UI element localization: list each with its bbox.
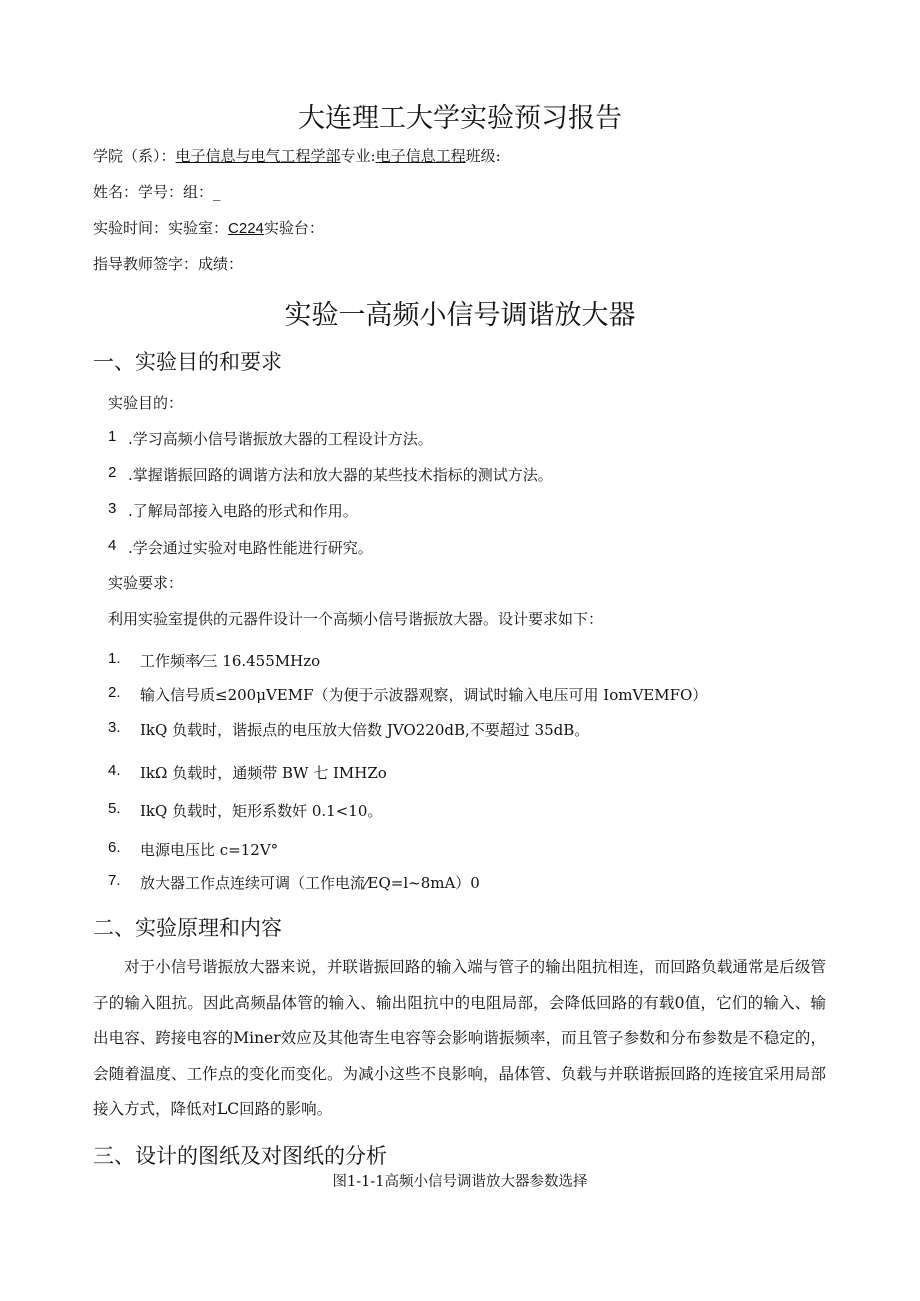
requirement-num: 2. (108, 684, 121, 701)
requirement-item (108, 650, 320, 671)
major-value: 电子信息工程 (375, 147, 466, 165)
info-line-name: 姓名：学号：组：_ (93, 183, 221, 201)
requirement-item (108, 762, 387, 783)
requirement-text: IkΩ 负载时，通频带 BW 七 IMHZo (140, 764, 387, 782)
purpose-label: 实验目的： (108, 394, 184, 412)
section3-heading: 三、设计的图纸及对图纸的分析 (93, 1144, 387, 1168)
purpose-num: 1 (108, 428, 117, 445)
requirement-item (108, 839, 278, 860)
requirement-text: 工作频率⁄三 16.455MHzo (140, 652, 321, 670)
purpose-text: .学会通过实验对电路性能进行研究。 (128, 539, 373, 557)
requirement-num: 7. (108, 872, 121, 889)
purpose-num: 2 (108, 464, 117, 481)
purpose-text: .了解局部接入电路的形式和作用。 (128, 502, 358, 520)
requirement-text: IkQ 负载时，矩形系数奸 0.1<10。 (140, 802, 383, 820)
college-label: 学院（系）： (93, 147, 176, 165)
section1-heading: 一、实验目的和要求 (93, 350, 282, 374)
requirement-num: 1. (108, 650, 121, 667)
requirement-intro: 利用实验室提供的元器件设计一个高频小信号谐振放大器。设计要求如下： (108, 610, 604, 628)
college-value: 电子信息与电气工程学部 (175, 147, 341, 165)
class-label: 班级: (465, 147, 501, 165)
requirement-text: 电源电压比 c=12V° (140, 841, 279, 859)
requirement-item (108, 684, 707, 705)
purpose-num: 3 (108, 500, 117, 517)
report-title: 大连理工大学实验预习报告 (298, 103, 622, 134)
purpose-item (108, 537, 373, 558)
principle-paragraph: 对于小信号谐振放大器来说，并联谐振回路的输入端与管子的输出阻抗相连，而回路负载通常是后级管子的输入阻抗。因此高频晶体管的输入、输出阻抗中的电阻局部，会降低回路的有载0值，它们的输入、输出电容、跨接电容的Miner效应及其他寄生电容等会影响谐振频率，而且管子参数和分布参数是不稳定的，会随着温度、工作点的变化而变化。为减小这些不良影响，晶体管、负载与并联谐振回路的连接宜采用局部接入方式，降低对LC回路的影响。 (93, 958, 826, 1118)
info-line-teacher: 指导教师签字：成绩： (93, 255, 244, 273)
requirement-item (108, 872, 480, 893)
requirement-item (108, 719, 589, 740)
requirement-num: 5. (108, 800, 121, 817)
figure-caption: 图1-1-1高频小信号调谐放大器参数选择 (332, 1174, 588, 1190)
requirement-text: IkQ 负载时，谐振点的电压放大倍数 JVO220dB,不要超过 35dB。 (140, 721, 590, 739)
requirement-label: 实验要求： (108, 574, 184, 592)
requirement-item (108, 800, 382, 821)
info-line-college (93, 145, 501, 166)
requirement-text: 放大器工作点连续可调（工作电流⁄EQ=l~8mA）0 (140, 874, 480, 892)
purpose-text: .掌握谐振回路的调谐方法和放大器的某些技术指标的测试方法。 (128, 466, 553, 484)
purpose-item (108, 500, 358, 521)
purpose-num: 4 (108, 537, 117, 554)
info-line-time (93, 217, 324, 238)
requirement-num: 4. (108, 762, 121, 779)
major-label: 专业: (340, 147, 376, 165)
time-room-label: 实验时间：实验室： (93, 219, 229, 237)
room-value: C224 (228, 220, 264, 237)
purpose-item (108, 464, 553, 485)
requirement-num: 3. (108, 719, 121, 736)
requirement-text: 输入信号质≤200μVEMF（为便于示波器观察，调试时输入电压可用 IomVEMFO） (140, 686, 708, 704)
purpose-text: .学习高频小信号谐振放大器的工程设计方法。 (128, 430, 433, 448)
requirement-num: 6. (108, 839, 121, 856)
section2-heading: 二、实验原理和内容 (93, 916, 282, 940)
experiment-title: 实验一高频小信号调谐放大器 (284, 300, 636, 331)
bench-label: 实验台： (263, 219, 324, 237)
purpose-item (108, 428, 433, 449)
